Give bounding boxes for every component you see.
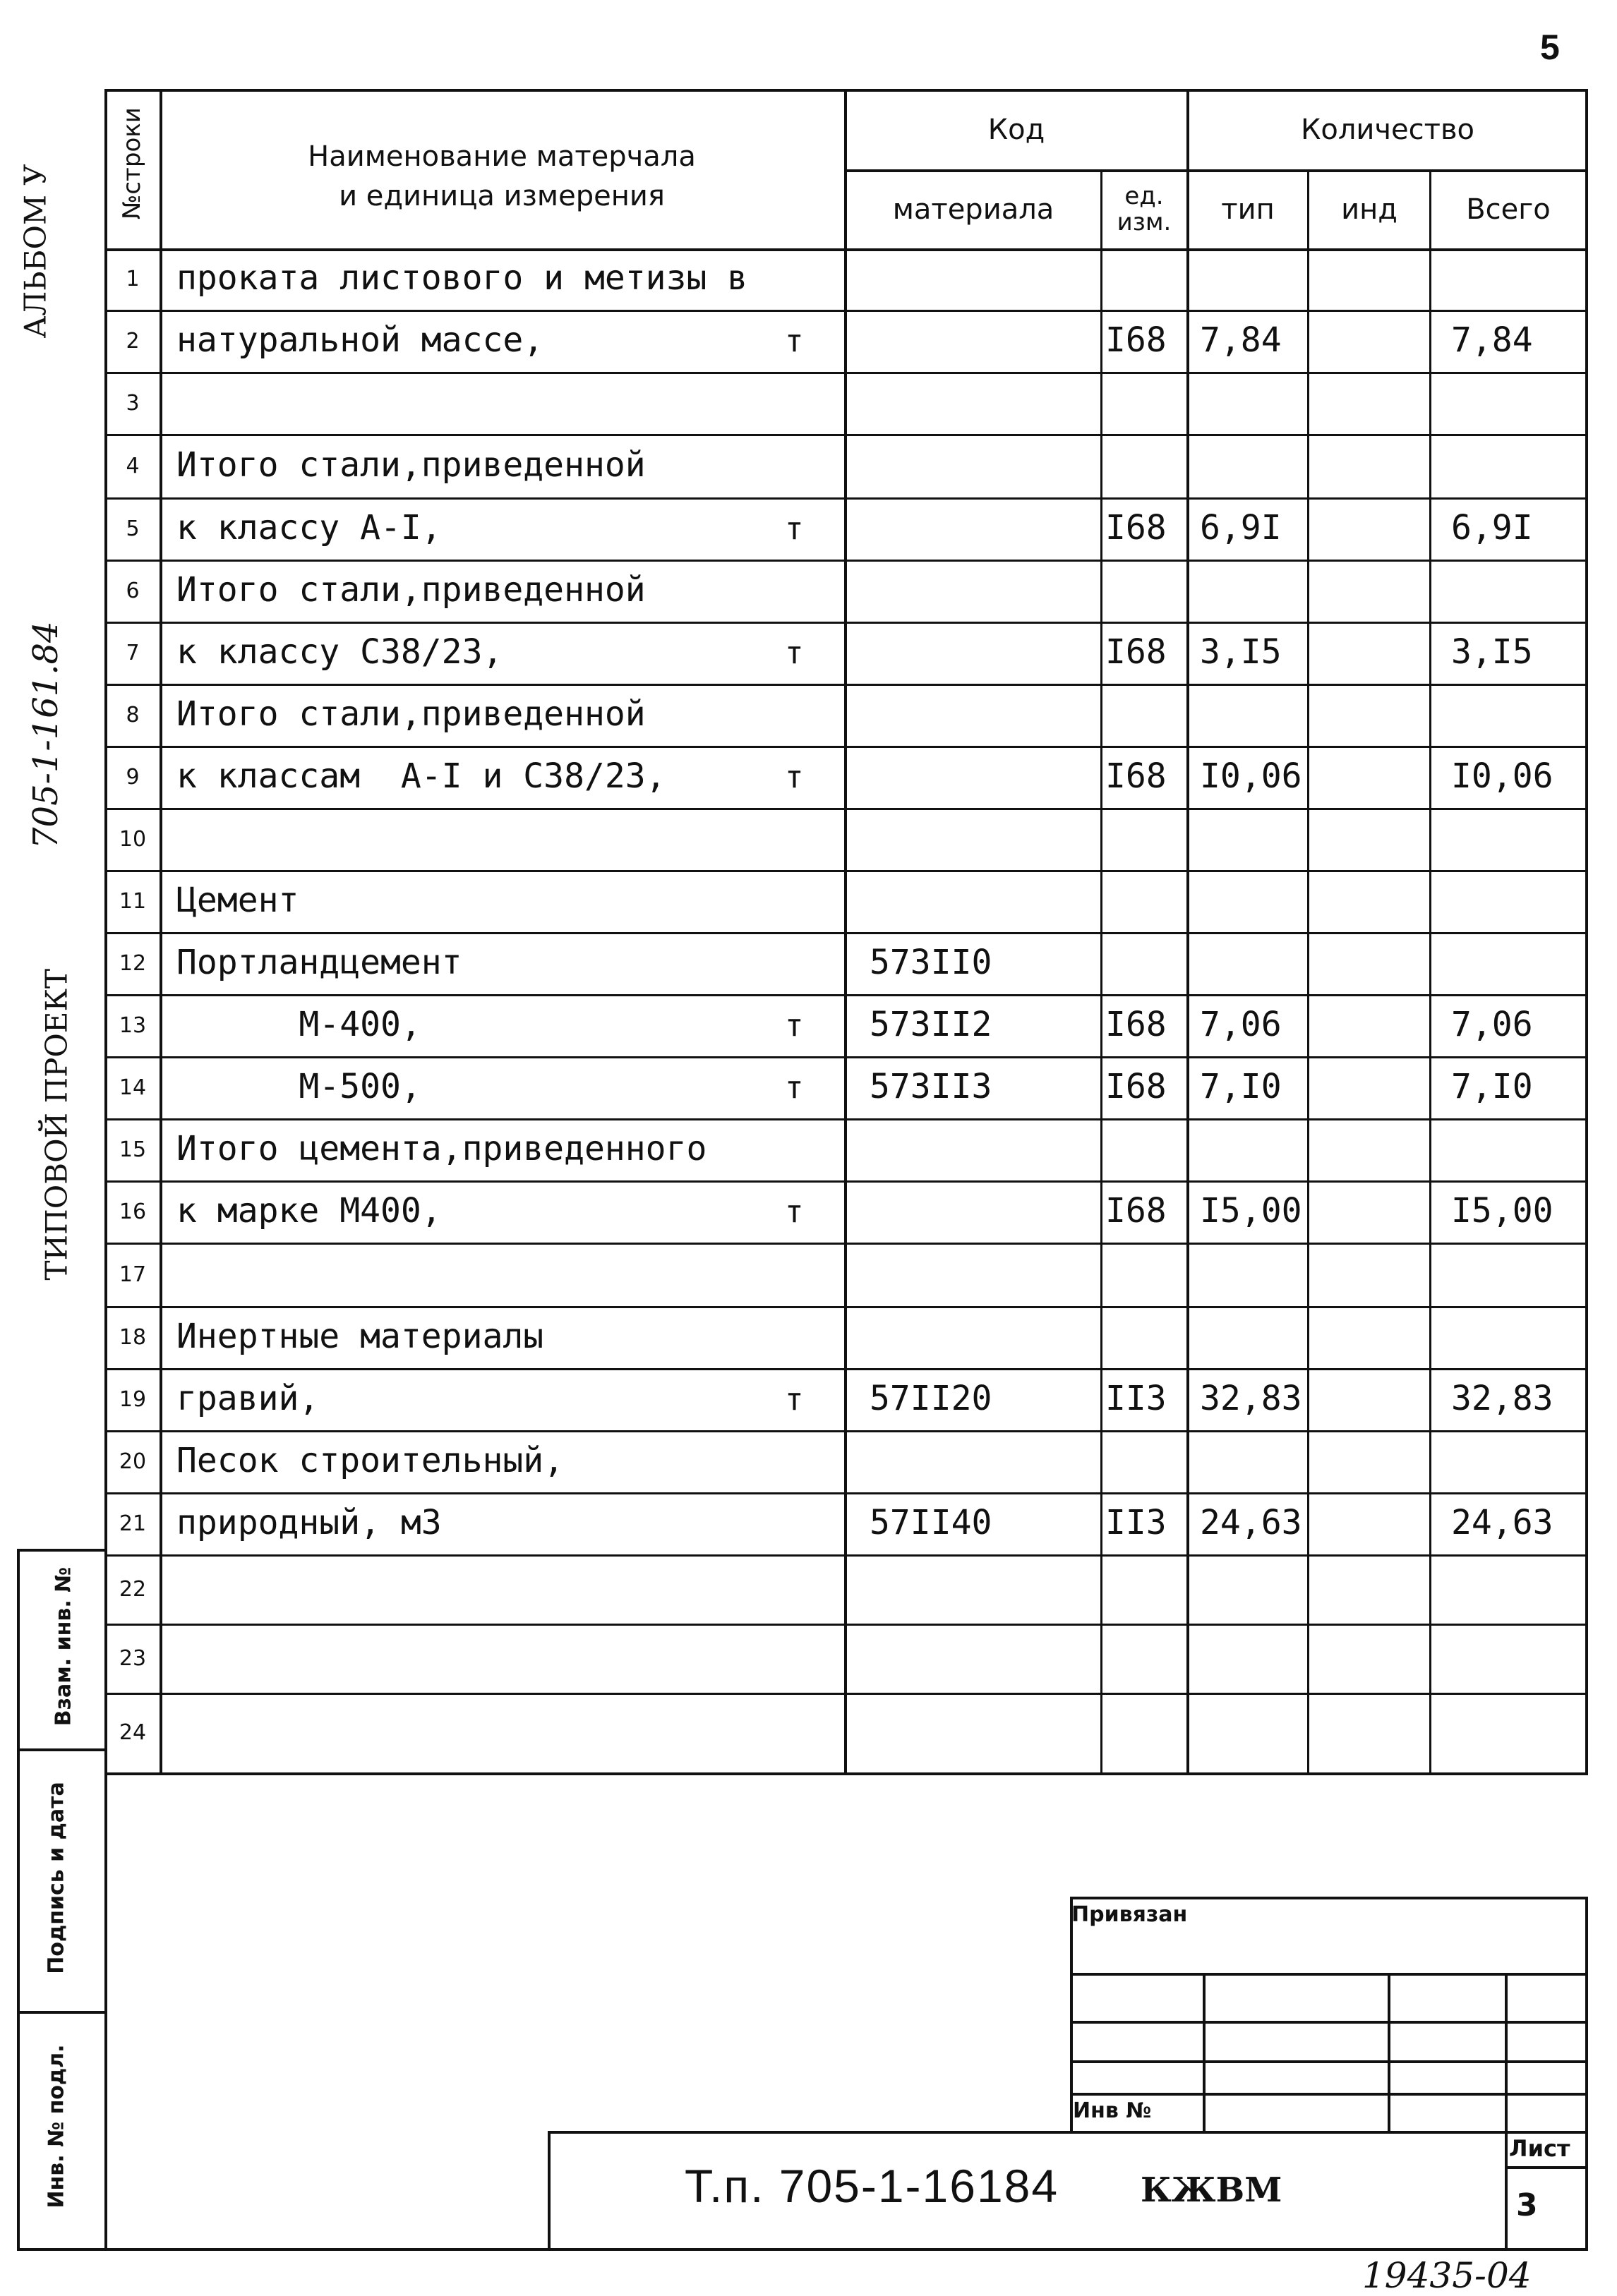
name-header xyxy=(162,120,841,233)
quantity-total: I0,06 xyxy=(1451,756,1553,796)
material-code: 573II3 xyxy=(870,1067,992,1106)
quantity-typ: 6,9I xyxy=(1200,508,1282,548)
unit-header-line1: ед. xyxy=(1124,181,1164,210)
row-number: 20 xyxy=(119,1449,147,1474)
quantity-typ: 7,I0 xyxy=(1200,1067,1282,1106)
row-number: 11 xyxy=(119,889,147,914)
material-code: 57II20 xyxy=(870,1379,992,1418)
unit-code: I68 xyxy=(1105,1067,1167,1106)
row-number: 16 xyxy=(119,1200,147,1224)
material-code: 573II2 xyxy=(870,1005,992,1044)
total-header: Всего xyxy=(1466,193,1551,226)
quantity-typ: 32,83 xyxy=(1200,1379,1302,1418)
quantity-typ: 24,63 xyxy=(1200,1503,1302,1542)
row-number: 4 xyxy=(126,454,140,478)
material-name: Итого стали,приведенной xyxy=(176,445,646,485)
unit-code: I68 xyxy=(1105,320,1167,360)
name-unit: т xyxy=(785,635,804,671)
quantity-header: Количество xyxy=(1300,114,1474,146)
row-number: 3 xyxy=(126,391,140,416)
material-name: к марке М400, xyxy=(176,1191,442,1231)
quantity-total: 3,I5 xyxy=(1451,632,1533,672)
row-number: 17 xyxy=(119,1262,147,1287)
row-number: 23 xyxy=(119,1646,147,1671)
vzam-inv-label: Взам. инв. № xyxy=(51,1566,76,1727)
row-number: 8 xyxy=(126,703,140,727)
name-unit: т xyxy=(785,511,804,547)
quantity-typ: 3,I5 xyxy=(1200,632,1282,672)
row-number-header: №строки xyxy=(118,107,146,219)
unit-code: II3 xyxy=(1105,1379,1167,1418)
name-unit: т xyxy=(785,759,804,795)
unit-code: I68 xyxy=(1105,632,1167,672)
quantity-total: 7,I0 xyxy=(1451,1067,1533,1106)
footer-number: 19435-04 xyxy=(1362,2255,1532,2296)
row-number: 22 xyxy=(119,1577,147,1602)
unit-code: I68 xyxy=(1105,1005,1167,1044)
quantity-typ: 7,84 xyxy=(1200,320,1282,360)
quantity-total: I5,00 xyxy=(1451,1191,1553,1231)
row-number: 1 xyxy=(126,267,140,291)
album-label: АЛЬБОМ У xyxy=(18,164,53,339)
drawing-mark: КЖВМ xyxy=(1141,2170,1282,2210)
unit-header xyxy=(1102,172,1186,247)
material-name: М-500, xyxy=(176,1067,421,1106)
quantity-typ: 7,06 xyxy=(1200,1005,1282,1044)
page-number: 5 xyxy=(1540,28,1560,67)
material-name: Итого цемента,приведенного xyxy=(176,1129,707,1168)
unit-header-line2: изм. xyxy=(1117,208,1172,236)
privyazan-label: Привязан xyxy=(1071,1902,1188,1927)
row-number: 13 xyxy=(119,1013,147,1038)
quantity-typ: I0,06 xyxy=(1200,756,1302,796)
row-number: 6 xyxy=(126,579,140,603)
material-name: к классам А-I и С38/23, xyxy=(176,756,666,796)
name-unit: т xyxy=(785,323,804,359)
material-name: Песок строительный, xyxy=(176,1441,565,1480)
material-name: к классу С38/23, xyxy=(176,632,503,672)
name-unit: т xyxy=(785,1008,804,1044)
inv-podl-label: Инв. № подл. xyxy=(44,2044,69,2209)
signature-date-label: Подпись и дата xyxy=(44,1782,69,1974)
code-header: Код xyxy=(987,114,1045,146)
material-name: М-400, xyxy=(176,1005,421,1044)
row-number: 5 xyxy=(126,516,140,541)
quantity-typ: I5,00 xyxy=(1200,1191,1302,1231)
material-name: натуральной массе, xyxy=(176,320,544,360)
name-unit: т xyxy=(785,1194,804,1230)
name-header-line2: и единица измерения xyxy=(339,180,665,212)
unit-code: I68 xyxy=(1105,756,1167,796)
name-unit: т xyxy=(785,1382,804,1418)
material-code: 573II0 xyxy=(870,943,992,982)
inv-no-label: Инв № xyxy=(1073,2098,1152,2123)
row-number: 15 xyxy=(119,1137,147,1162)
material-name: Портландцемент xyxy=(176,943,462,982)
material-name: Итого стали,приведенной xyxy=(176,694,646,734)
row-number: 2 xyxy=(126,329,140,354)
row-number: 24 xyxy=(119,1720,147,1745)
name-unit: т xyxy=(785,1070,804,1106)
row-number: 9 xyxy=(126,765,140,790)
quantity-total: 32,83 xyxy=(1451,1379,1553,1418)
quantity-total: 7,84 xyxy=(1451,320,1533,360)
unit-code: II3 xyxy=(1105,1503,1167,1542)
material-name: к классу А-I, xyxy=(176,508,442,548)
typ-header: тип xyxy=(1221,193,1275,226)
project-type-label: ТИПОВОЙ ПРОЕКТ xyxy=(39,969,74,1281)
material-name: Цемент xyxy=(176,881,299,920)
quantity-total: 7,06 xyxy=(1451,1005,1533,1044)
sheet-label: Лист xyxy=(1509,2135,1570,2162)
quantity-total: 24,63 xyxy=(1451,1503,1553,1542)
unit-code: I68 xyxy=(1105,508,1167,548)
row-number: 14 xyxy=(119,1075,147,1100)
unit-code: I68 xyxy=(1105,1191,1167,1231)
row-number: 19 xyxy=(119,1387,147,1412)
row-number: 21 xyxy=(119,1511,147,1536)
material-code-header: материала xyxy=(892,193,1054,226)
row-number: 18 xyxy=(119,1325,147,1350)
material-name: проката листового и метизы в xyxy=(176,258,748,298)
material-name: гравий, xyxy=(176,1379,320,1418)
project-number-handwritten: 705-1-161.84 xyxy=(26,621,66,849)
material-code: 57II40 xyxy=(870,1503,992,1542)
row-number: 12 xyxy=(119,951,147,976)
sheet-number: 3 xyxy=(1516,2187,1538,2223)
material-name: природный, м3 xyxy=(176,1503,442,1542)
material-name: Итого стали,приведенной xyxy=(176,570,646,610)
row-number: 10 xyxy=(119,827,147,852)
row-number: 7 xyxy=(126,641,140,665)
drawing-designation: Т.п. 705-1-16184 xyxy=(685,2160,1059,2212)
ind-header: инд xyxy=(1341,193,1397,226)
name-header-line1: Наименование матерчала xyxy=(308,140,696,173)
material-name: Инертные материалы xyxy=(176,1317,544,1356)
quantity-total: 6,9I xyxy=(1451,508,1533,548)
